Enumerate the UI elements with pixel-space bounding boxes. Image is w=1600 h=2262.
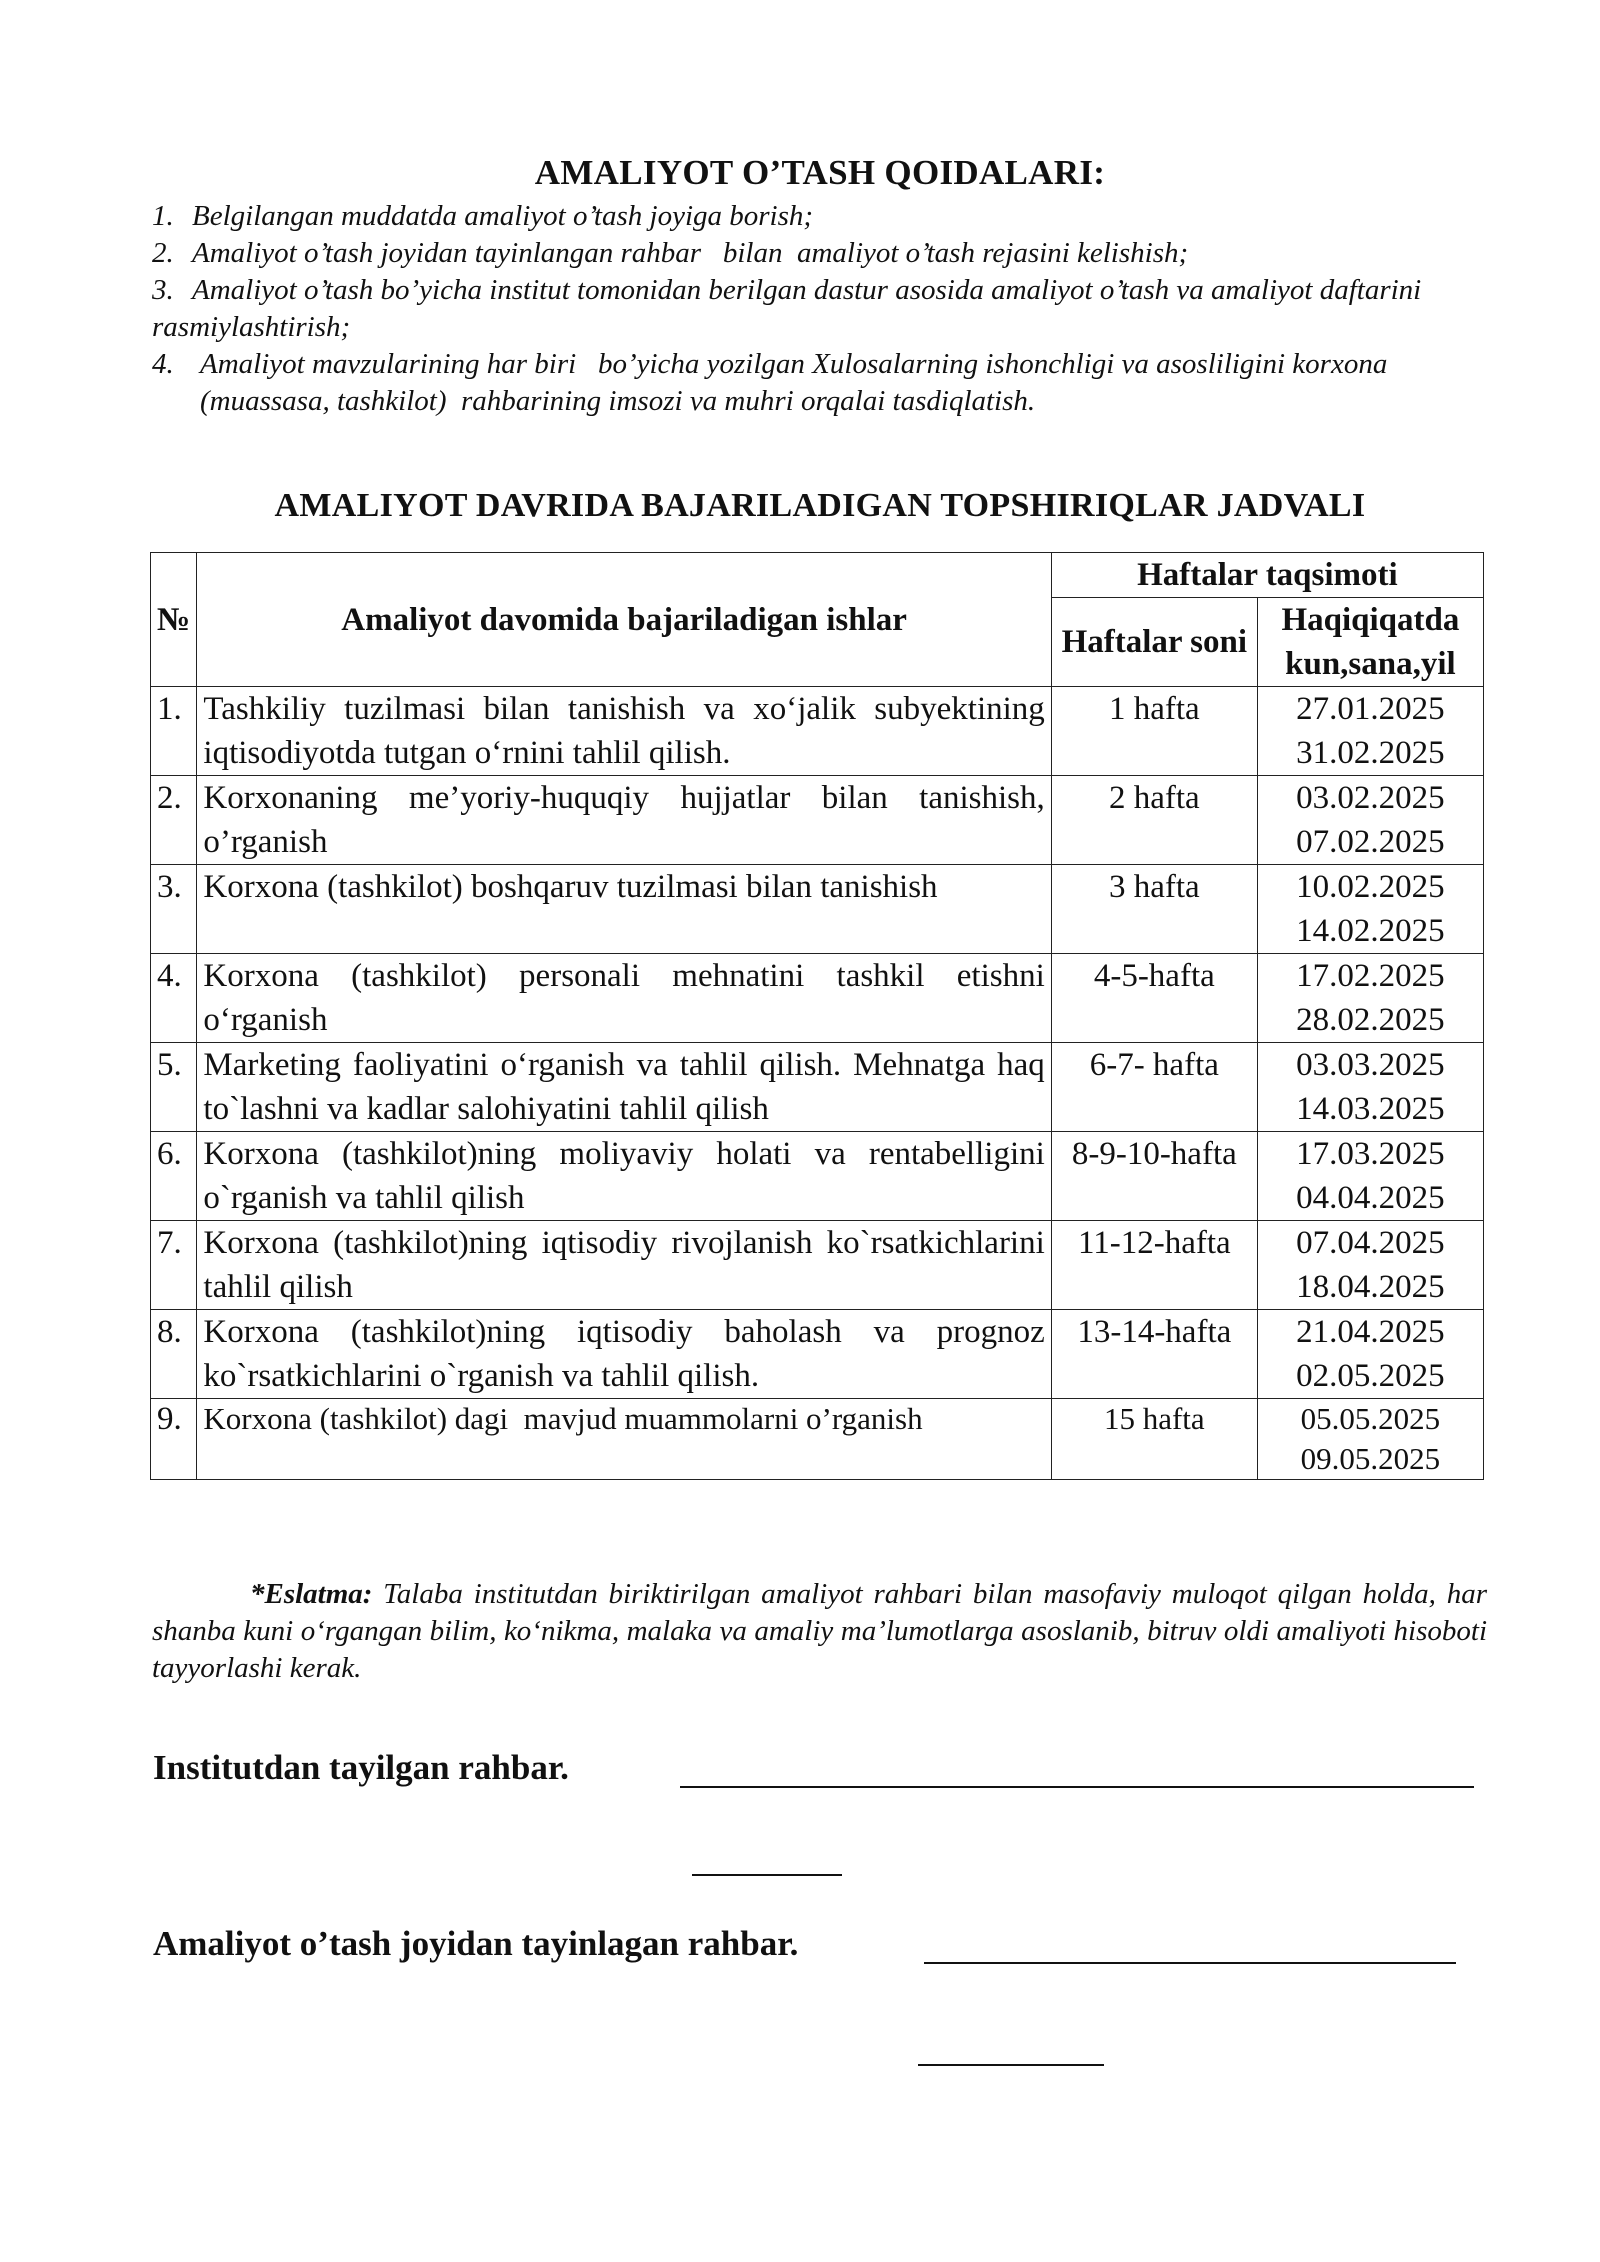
- row-number: 9.: [151, 1399, 197, 1480]
- row-work: Korxona (tashkilot)ning moliyaviy holati va rentabelligini o`rganish va tahlil qilish: [197, 1132, 1051, 1221]
- date-end: 14.02.2025: [1296, 913, 1445, 949]
- row-weeks: 1 hafta: [1051, 687, 1257, 776]
- row-dates: [1257, 1399, 1483, 1480]
- date-start: 17.03.2025: [1296, 1136, 1445, 1172]
- table-title: AMALIYOT DAVRIDA BAJARILADIGAN TOPSHIRIQLAR JADVALI: [274, 487, 1366, 524]
- note-paragraph: [152, 1576, 1487, 1687]
- row-dates: [1257, 954, 1483, 1043]
- header-weeks-count: Haftalar soni: [1051, 598, 1257, 687]
- row-number: 4.: [151, 954, 197, 1043]
- header-distribution: Haftalar taqsimoti: [1051, 553, 1483, 598]
- row-weeks: 15 hafta: [1051, 1399, 1257, 1480]
- table-row: [151, 954, 1484, 1043]
- row-weeks: 2 hafta: [1051, 776, 1257, 865]
- date-end: 28.02.2025: [1296, 1002, 1445, 1038]
- rule-text: Amaliyot o’tash joyidan tayinlangan rahbar bilan amaliyot o’tash rejasini kelishish;: [192, 237, 1189, 269]
- table-row: [151, 1221, 1484, 1310]
- row-work: Marketing faoliyatini o‘rganish va tahlil qilish. Mehnatga haq to`lashni va kadlar salohiyatini tahlil qilish: [197, 1043, 1051, 1132]
- date-end: 07.02.2025: [1296, 824, 1445, 860]
- table-row: [151, 1399, 1484, 1480]
- row-weeks: 4-5-hafta: [1051, 954, 1257, 1043]
- date-start: 03.03.2025: [1296, 1047, 1445, 1083]
- table-row: [151, 865, 1484, 954]
- header-work: Amaliyot davomida bajariladigan ishlar: [197, 553, 1051, 687]
- date-start: 21.04.2025: [1296, 1314, 1445, 1350]
- rule-item: [152, 198, 1452, 235]
- workplace-supervisor-label: Amaliyot o’tash joyidan tayinlagan rahbar.: [153, 1924, 799, 1963]
- date-start: 27.01.2025: [1296, 691, 1445, 727]
- row-weeks: 6-7- hafta: [1051, 1043, 1257, 1132]
- rule-item: [152, 346, 1452, 420]
- note-text: Talaba institutdan biriktirilgan amaliyot rahbari bilan masofaviy muloqot qilgan holda, har shanba kuni o‘rgangan bilim, ko‘nikma, malaka va amaliy ma’lumotlarga asoslanib, bitruv oldi amaliyoti hisoboti tayyorlashi kerak.: [152, 1578, 1487, 1684]
- row-dates: [1257, 776, 1483, 865]
- row-dates: [1257, 1310, 1483, 1399]
- institute-supervisor-label: Institutdan tayilgan rahbar.: [153, 1748, 569, 1787]
- date-start: 10.02.2025: [1296, 869, 1445, 905]
- row-work: Korxona (tashkilot)ning iqtisodiy baholash va prognoz ko`rsatkichlarini o`rganish va tahlil qilish.: [197, 1310, 1051, 1399]
- row-dates: [1257, 865, 1483, 954]
- table-row: [151, 1310, 1484, 1399]
- tasks-table: [150, 552, 1484, 1480]
- row-number: 8.: [151, 1310, 197, 1399]
- date-start: 05.05.2025: [1300, 1401, 1441, 1436]
- date-start: 07.04.2025: [1296, 1225, 1445, 1261]
- row-work: Tashkiliy tuzilmasi bilan tanishish va xo‘jalik subyektining iqtisodiyotda tutgan o‘rnini tahlil qilish.: [197, 687, 1051, 776]
- rule-item: [152, 235, 1452, 272]
- rule-number: 3.: [152, 274, 174, 306]
- row-weeks: 8-9-10-hafta: [1051, 1132, 1257, 1221]
- row-number: 2.: [151, 776, 197, 865]
- note-label: *Eslatma:: [250, 1578, 373, 1610]
- row-work: Korxona (tashkilot) boshqaruv tuzilmasi bilan tanishish: [197, 865, 1051, 954]
- rule-item: [152, 272, 1452, 346]
- row-number: 6.: [151, 1132, 197, 1221]
- row-weeks: 13-14-hafta: [1051, 1310, 1257, 1399]
- date-end: 31.02.2025: [1296, 735, 1445, 771]
- institute-signature-line[interactable]: [680, 1786, 1474, 1788]
- date-end: 04.04.2025: [1296, 1180, 1445, 1216]
- date-end: 14.03.2025: [1296, 1091, 1445, 1127]
- date-end: 18.04.2025: [1296, 1269, 1445, 1305]
- table-row: [151, 687, 1484, 776]
- header-number: №: [151, 553, 197, 687]
- rule-number: 2.: [152, 237, 174, 269]
- row-work: Korxonaning me’yoriy-huquqiy hujjatlar bilan tanishish, o’rganish: [197, 776, 1051, 865]
- date-start: 03.02.2025: [1296, 780, 1445, 816]
- table-row: [151, 1043, 1484, 1132]
- date-end: 02.05.2025: [1296, 1358, 1445, 1394]
- row-weeks: 11-12-hafta: [1051, 1221, 1257, 1310]
- row-dates: [1257, 1132, 1483, 1221]
- row-weeks: 3 hafta: [1051, 865, 1257, 954]
- rule-text: Amaliyot o’tash bo’yicha institut tomonidan berilgan dastur asosida amaliyot o’tash va amaliyot daftarini rasmiylashtirish;: [152, 274, 1422, 343]
- row-number: 3.: [151, 865, 197, 954]
- row-dates: [1257, 1221, 1483, 1310]
- rule-text: Belgilangan muddatda amaliyot o’tash joyiga borish;: [192, 200, 814, 232]
- row-work: Korxona (tashkilot) dagi mavjud muammolarni o’rganish: [197, 1399, 1051, 1480]
- row-number: 5.: [151, 1043, 197, 1132]
- table-header-row: [151, 553, 1484, 598]
- date-start: 17.02.2025: [1296, 958, 1445, 994]
- row-work: Korxona (tashkilot) personali mehnatini tashkil etishni o‘rganish: [197, 954, 1051, 1043]
- table-row: [151, 1132, 1484, 1221]
- rule-number: 1.: [152, 200, 174, 232]
- rule-number: 4.: [152, 348, 174, 380]
- row-number: 1.: [151, 687, 197, 776]
- rules-title: AMALIYOT O’TASH QOIDALARI:: [534, 153, 1106, 192]
- workplace-signature-line-short[interactable]: [918, 2064, 1104, 2066]
- institute-signature-line-short[interactable]: [692, 1874, 842, 1876]
- rules-list: [152, 198, 1452, 420]
- date-end: 09.05.2025: [1300, 1441, 1441, 1476]
- table-row: [151, 776, 1484, 865]
- row-dates: [1257, 687, 1483, 776]
- row-work: Korxona (tashkilot)ning iqtisodiy rivojlanish ko`rsatkichlarini tahlil qilish: [197, 1221, 1051, 1310]
- row-dates: [1257, 1043, 1483, 1132]
- row-number: 7.: [151, 1221, 197, 1310]
- header-actual-dates: Haqiqiqatda kun,sana,yil: [1257, 598, 1483, 687]
- workplace-signature-line[interactable]: [924, 1962, 1456, 1964]
- rule-text: Amaliyot mavzularining har biri bo’yicha yozilgan Xulosalarning ishonchligi va asosliligini korxona (muassasa, tashkilot) rahbarining imsozi va muhri orqalai tasdiqlatish.: [200, 348, 1395, 417]
